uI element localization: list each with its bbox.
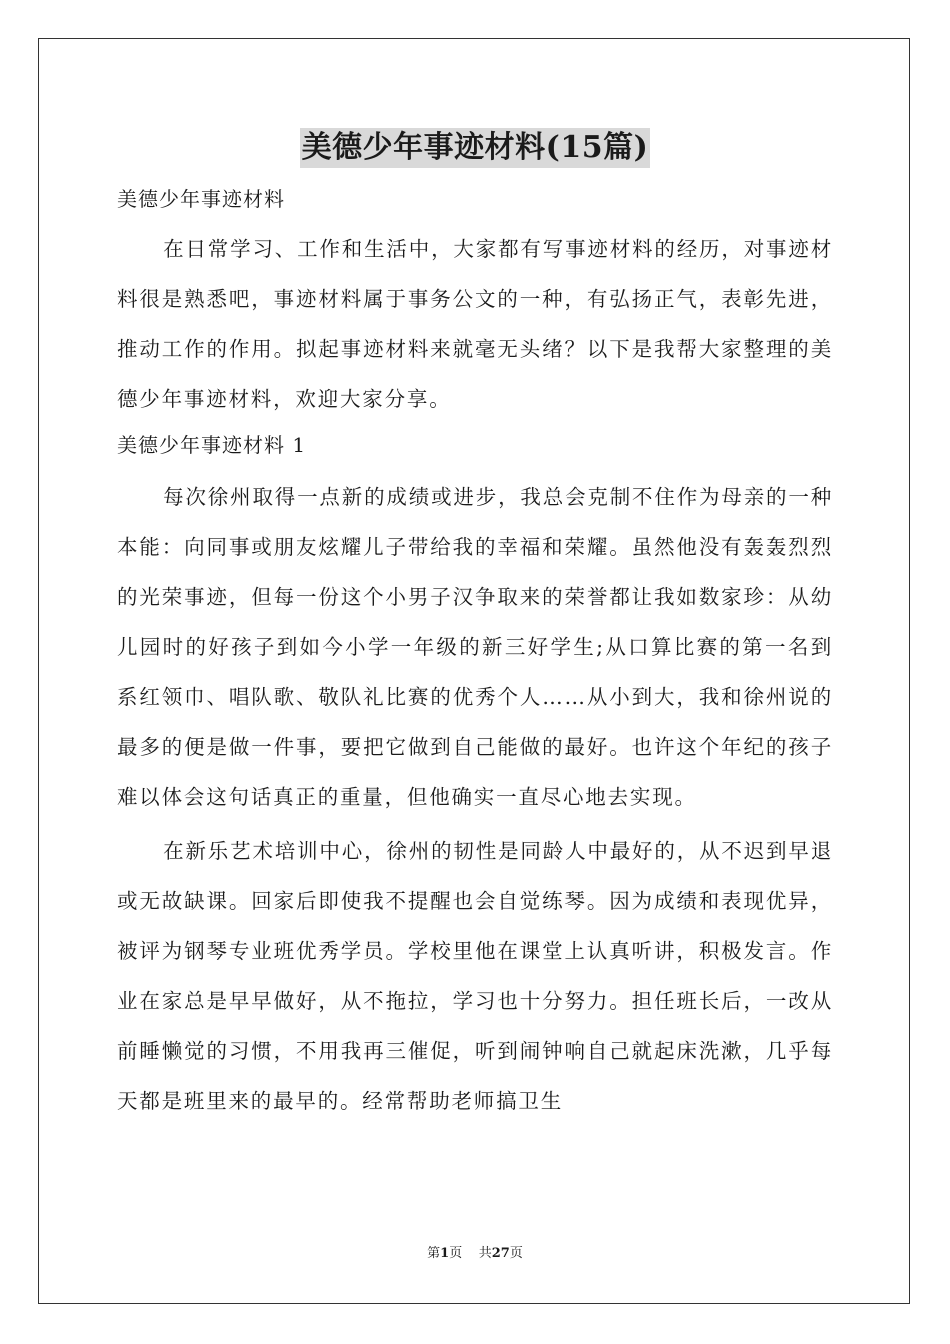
total-suffix: 页 xyxy=(509,1246,523,1261)
section-heading: 美德少年事迹材料 xyxy=(117,187,285,211)
title-container xyxy=(0,128,950,168)
current-page-number: 1 xyxy=(440,1246,450,1261)
section-heading-1: 美德少年事迹材料 1 xyxy=(117,433,307,457)
document-body xyxy=(117,180,833,1126)
total-page-count: 27 xyxy=(491,1246,510,1261)
document-title: 美德少年事迹材料(15篇) xyxy=(300,128,651,168)
page-footer xyxy=(0,1245,950,1263)
body-paragraph: 每次徐州取得一点新的成绩或进步，我总会克制不住作为母亲的一种本能：向同事或朋友炫耀儿子带给我的幸福和荣耀。虽然他没有轰轰烈烈的光荣事迹，但每一份这个小男子汉争取来的荣誉都让我如数家珍：从幼儿园时的好孩子到如今小学一年级的新三好学生;从口算比赛的第一名到系红领巾、唱队歌、敬队礼比赛的优秀个人……从小到大，我和徐州说的最多的便是做一件事，要把它做到自己能做的最好。也许这个年纪的孩子难以体会这句话真正的重量，但他确实一直尽心地去实现。 xyxy=(117,485,833,809)
intro-paragraph: 在日常学习、工作和生活中，大家都有写事迹材料的经历，对事迹材料很是熟悉吧，事迹材料属于事务公文的一种，有弘扬正气，表彰先进，推动工作的作用。拟起事迹材料来就毫无头绪？以下是我帮大家整理的美德少年事迹材料，欢迎大家分享。 xyxy=(117,237,833,411)
body-paragraph: 在新乐艺术培训中心，徐州的韧性是同龄人中最好的，从不迟到早退或无故缺课。回家后即使我不提醒也会自觉练琴。因为成绩和表现优异，被评为钢琴专业班优秀学员。学校里他在课堂上认真听讲，积极发言。作业在家总是早早做好，从不拖拉，学习也十分努力。担任班长后，一改从前睡懒觉的习惯，不用我再三催促，听到闹钟响自己就起床洗漱，几乎每天都是班里来的最早的。经常帮助老师搞卫生 xyxy=(117,839,833,1113)
page-suffix: 页 xyxy=(449,1246,463,1261)
page-prefix: 第 xyxy=(427,1246,441,1261)
total-prefix: 共 xyxy=(478,1246,492,1261)
